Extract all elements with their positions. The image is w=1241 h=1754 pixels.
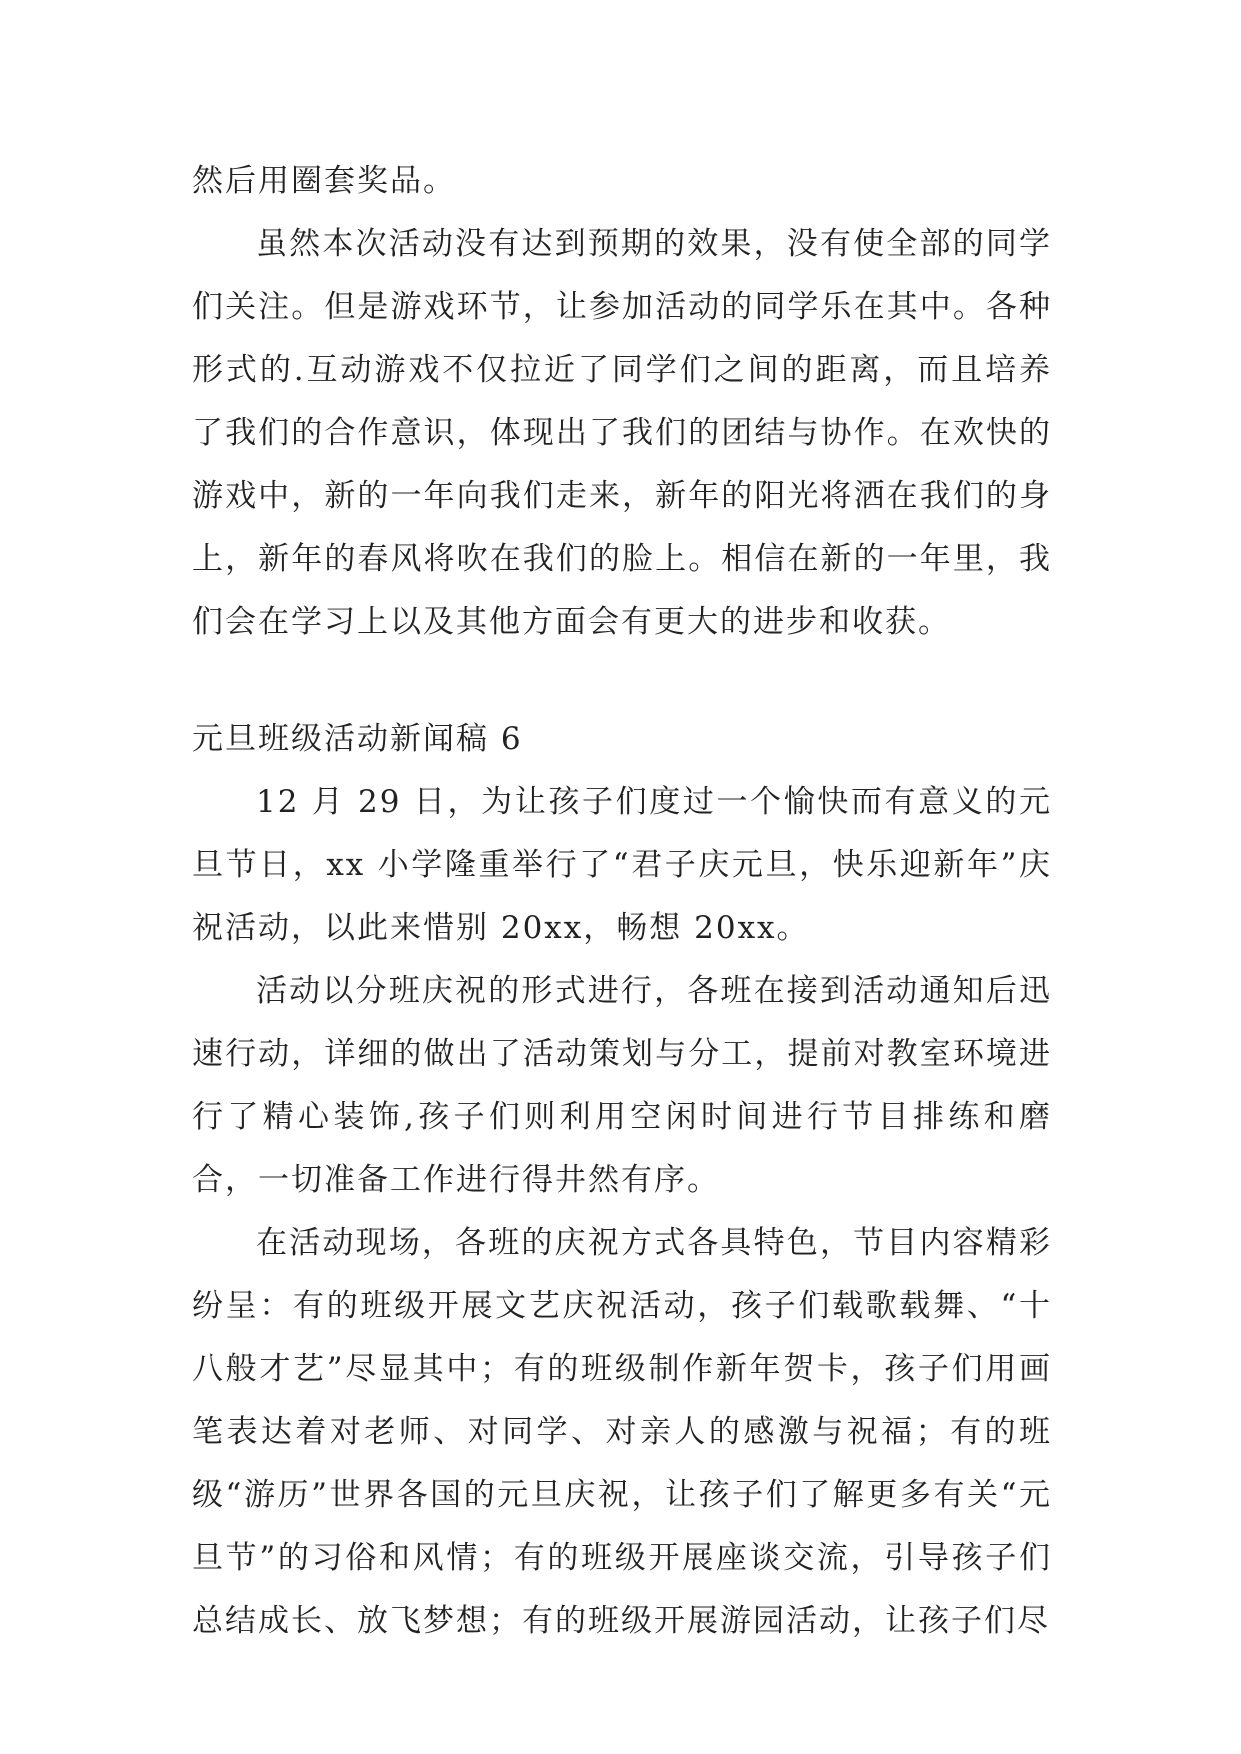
paragraph-activities: 在活动现场，各班的庆祝方式各具特色，节目内容精彩纷呈：有的班级开展文艺庆祝活动，孩子们载歌载舞、“十八般才艺”尽显其中；有的班级制作新年贺卡，孩子们用画笔表达着对老师、对同学、对亲人的感激与祝福；有的班级“游历”世界各国的元旦庆祝，让孩子们了解更多有关“元旦节”的习俗和风情；有的班级开展座谈交流，引导孩子们总结成长、放飞梦想；有的班级开展游园活动，让孩子们尽 [192, 1225, 1052, 1639]
document-body [192, 150, 1052, 1653]
paragraph-intro: 12 月 29 日，为让孩子们度过一个愉快而有意义的元旦节日，xx 小学隆重举行了“君子庆元旦，快乐迎新年”庆祝活动，以此来惜别 20xx，畅想 20xx。 [192, 784, 1052, 946]
paragraph-summary: 虽然本次活动没有达到预期的效果，没有使全部的同学们关注。但是游戏环节，让参加活动的同学乐在其中。各种形式的.互动游戏不仅拉近了同学们之间的距离，而且培养了我们的合作意识，体现出了我们的团结与协作。在欢快的游戏中，新的一年向我们走来，新年的阳光将洒在我们的身上，新年的春风将吹在我们的脸上。相信在新的一年里，我们会在学习上以及其他方面会有更大的进步和收获。 [192, 226, 1052, 640]
section-title: 元旦班级活动新闻稿 6 [192, 721, 523, 757]
paragraph-preparation: 活动以分班庆祝的形式进行，各班在接到活动通知后迅速行动，详细的做出了活动策划与分工，提前对教室环境进行了精心装饰,孩子们则利用空闲时间进行节目排练和磨合，一切准备工作进行得井然有序。 [192, 973, 1052, 1198]
paragraph-continuation: 然后用圈套奖品。 [192, 163, 456, 199]
